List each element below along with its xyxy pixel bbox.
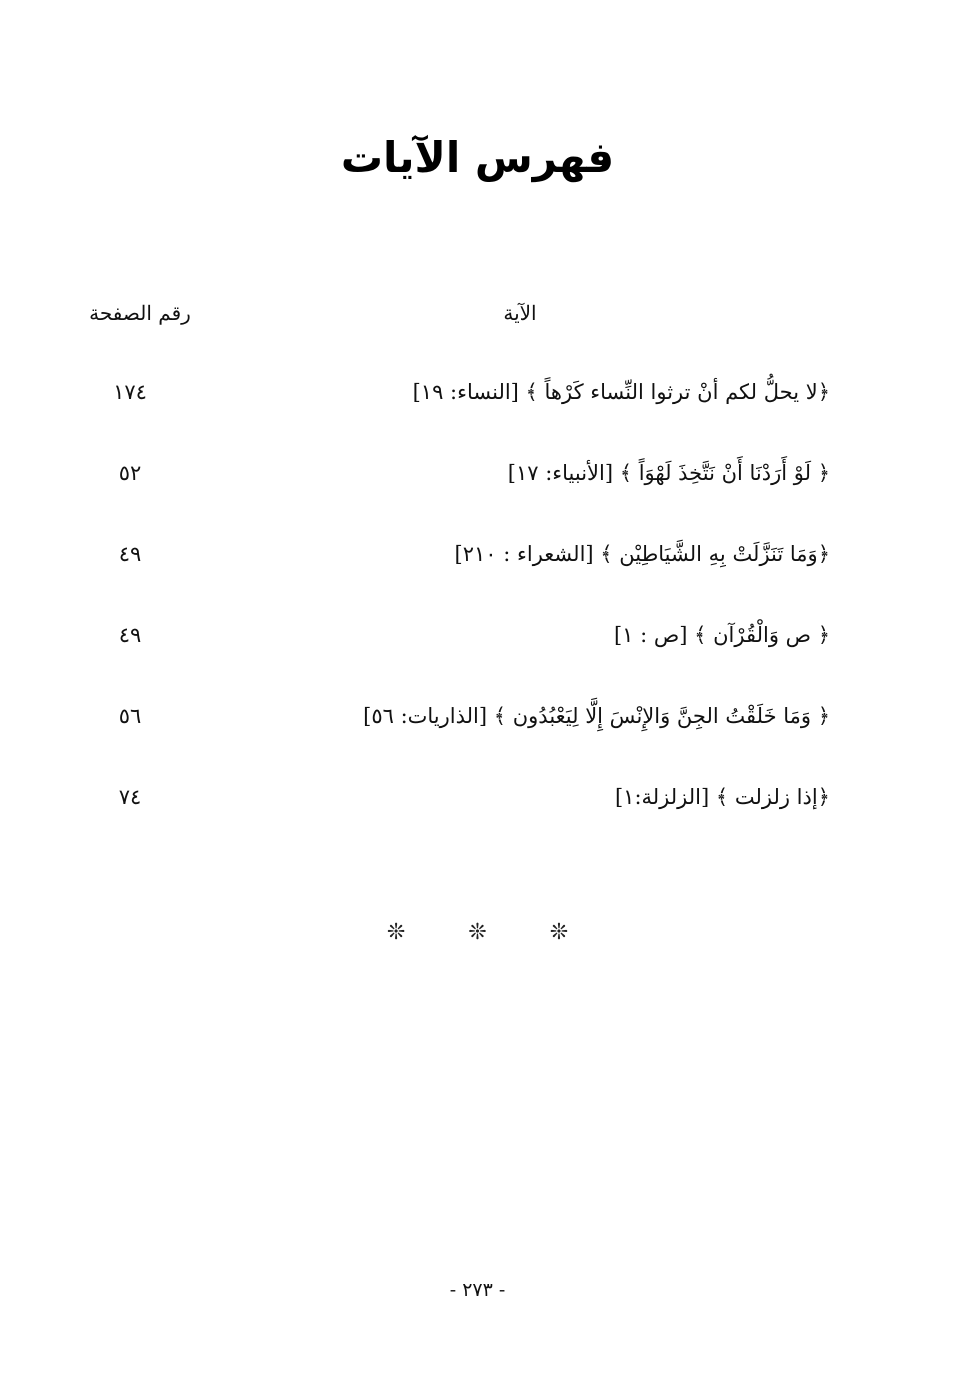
ayah-text: ﴿ لَوْ أَرَدْنَا أَنْ نَتَّخِذَ لَهْوَاً ﴾ [الأنبياء: ١٧] <box>507 461 830 485</box>
asterism-icon: ❊ <box>468 920 487 945</box>
column-header-ayah: الآية <box>503 301 537 325</box>
footer-page-number: - ٢٧٣ - <box>449 1279 506 1301</box>
section-divider <box>0 918 955 948</box>
ayah-text: ﴿ وَمَا خَلَقْتُ الجِنَّ وَالإِنْسَ إِلَّا لِيَعْبُدُون ﴾ [الذاريات: ٥٦] <box>363 704 830 728</box>
page-reference: ٥٦ <box>118 704 142 728</box>
page-title: فهرس الآيات <box>340 133 615 182</box>
page-reference: ٤٩ <box>118 542 142 566</box>
ayah-text: ﴿لا يحلُّ لكم أنْ ترثوا النِّساء كَرْهاً ﴾ [النساء: ١٩] <box>412 380 830 404</box>
index-table <box>0 370 955 856</box>
asterism-icon: ❊ <box>386 920 406 945</box>
index-row <box>0 613 955 694</box>
ayah-text: ﴿وَمَا تَنَزَّلَتْ بِهِ الشَّيَاطِيْن ﴾ [الشعراء : ٢١٠] <box>454 542 830 566</box>
index-row <box>0 694 955 775</box>
ayah-text: ﴿ ص وَالْقُرْآن ﴾ [ص : ١] <box>613 623 830 647</box>
index-row <box>0 532 955 613</box>
page-reference: ٥٢ <box>118 461 142 485</box>
page-reference: ١٧٤ <box>113 380 147 404</box>
ayah-text: ﴿إذا زلزلت ﴾ [الزلزلة:١] <box>614 785 830 809</box>
index-row <box>0 451 955 532</box>
index-row <box>0 775 955 856</box>
index-row <box>0 370 955 451</box>
page-reference: ٧٤ <box>118 785 142 809</box>
column-header-page-number: رقم الصفحة <box>89 301 191 325</box>
asterism-icon: ❊ <box>549 920 569 945</box>
page-reference: ٤٩ <box>118 623 142 647</box>
